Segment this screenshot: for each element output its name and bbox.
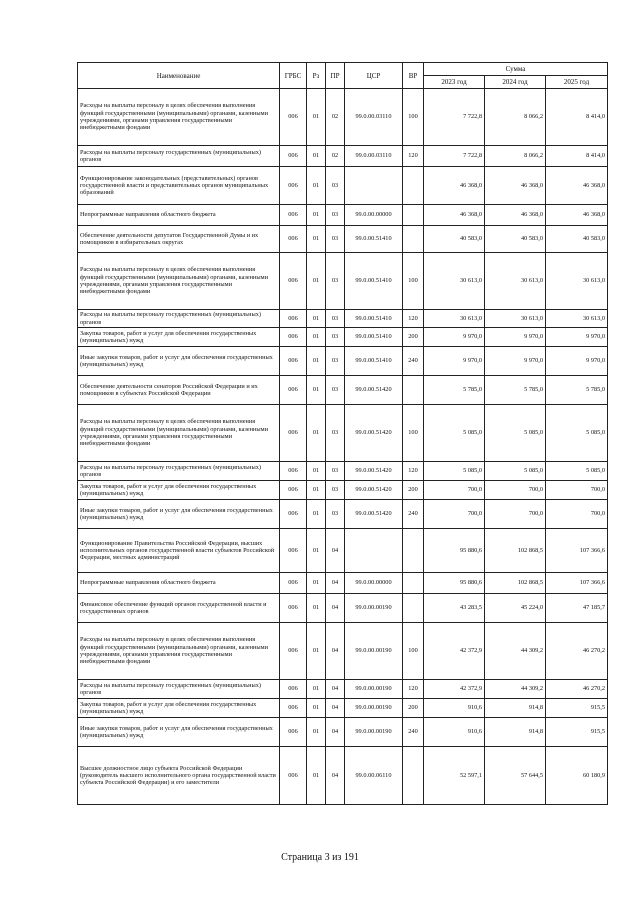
row-vr: 100 bbox=[403, 623, 424, 680]
row-rz: 01 bbox=[307, 623, 326, 680]
row-rz: 01 bbox=[307, 680, 326, 699]
row-name: Расходы на выплаты персоналу государственных (муниципальных) органов bbox=[78, 310, 280, 328]
row-grbs: 006 bbox=[280, 462, 307, 481]
row-amount-2023: 9 970,0 bbox=[424, 347, 485, 376]
row-name: Иные закупки товаров, работ и услуг для обеспечения государственных (муниципальных) нужд bbox=[78, 500, 280, 529]
table-row bbox=[78, 718, 608, 747]
row-name: Расходы на выплаты персоналу в целях обеспечения выполнения функций государственными (муниципальными) органами, казенными учреждениями, органами управления государственными внебюджетными фондами bbox=[78, 89, 280, 146]
row-amount-2023: 95 880,6 bbox=[424, 529, 485, 573]
row-pr: 03 bbox=[326, 500, 345, 529]
row-amount-2023: 43 283,5 bbox=[424, 594, 485, 623]
row-pr: 04 bbox=[326, 718, 345, 747]
row-amount-2025: 700,0 bbox=[546, 481, 608, 500]
row-vr: 240 bbox=[403, 718, 424, 747]
table-row bbox=[78, 226, 608, 253]
row-name: Расходы на выплаты персоналу в целях обеспечения выполнения функций государственными (муниципальными) органами, казенными учреждениями, органами управления государственными внебюджетными фондами bbox=[78, 253, 280, 310]
row-rz: 01 bbox=[307, 253, 326, 310]
row-csr: 99.0.00.00190 bbox=[345, 680, 403, 699]
row-csr: 99.0.00.03110 bbox=[345, 89, 403, 146]
header-sum: Сумма bbox=[424, 63, 608, 76]
row-pr: 03 bbox=[326, 405, 345, 462]
header-name: Наименование bbox=[78, 63, 280, 89]
row-name: Обеспечение деятельности депутатов Государственной Думы и их помощников в избирательных округах bbox=[78, 226, 280, 253]
row-pr: 03 bbox=[326, 328, 345, 347]
header-pr: ПР bbox=[326, 63, 345, 89]
row-grbs: 006 bbox=[280, 89, 307, 146]
row-rz: 01 bbox=[307, 529, 326, 573]
row-amount-2023: 42 372,9 bbox=[424, 680, 485, 699]
row-pr: 03 bbox=[326, 253, 345, 310]
row-pr: 03 bbox=[326, 167, 345, 205]
row-name: Обеспечение деятельности сенаторов Российской Федерации и их помощников в субъектах Российской Федерации bbox=[78, 376, 280, 405]
table-row bbox=[78, 347, 608, 376]
row-rz: 01 bbox=[307, 481, 326, 500]
row-rz: 01 bbox=[307, 226, 326, 253]
row-amount-2023: 700,0 bbox=[424, 500, 485, 529]
row-vr bbox=[403, 594, 424, 623]
table-row bbox=[78, 594, 608, 623]
row-csr: 99.0.00.06110 bbox=[345, 747, 403, 805]
page-number: Страница 3 из 191 bbox=[281, 852, 359, 863]
row-csr: 99.0.00.00000 bbox=[345, 573, 403, 594]
row-grbs: 006 bbox=[280, 253, 307, 310]
header-2024: 2024 год bbox=[485, 76, 546, 89]
row-amount-2024: 40 583,0 bbox=[485, 226, 546, 253]
row-csr: 99.0.00.51410 bbox=[345, 226, 403, 253]
row-csr: 99.0.00.00190 bbox=[345, 594, 403, 623]
row-rz: 01 bbox=[307, 347, 326, 376]
row-amount-2024: 102 868,5 bbox=[485, 529, 546, 573]
table-row bbox=[78, 310, 608, 328]
row-rz: 01 bbox=[307, 376, 326, 405]
row-amount-2024: 44 309,2 bbox=[485, 623, 546, 680]
row-vr: 200 bbox=[403, 328, 424, 347]
row-vr: 200 bbox=[403, 699, 424, 718]
row-amount-2024: 700,0 bbox=[485, 481, 546, 500]
row-grbs: 006 bbox=[280, 328, 307, 347]
row-amount-2025: 46 270,2 bbox=[546, 680, 608, 699]
table-row bbox=[78, 573, 608, 594]
row-name: Иные закупки товаров, работ и услуг для обеспечения государственных (муниципальных) нужд bbox=[78, 347, 280, 376]
row-csr: 99.0.00.00000 bbox=[345, 205, 403, 226]
row-name: Финансовое обеспечение функций органов государственной власти и государственных органов bbox=[78, 594, 280, 623]
row-name: Непрограммные направления областного бюджета bbox=[78, 573, 280, 594]
row-amount-2025: 46 368,0 bbox=[546, 167, 608, 205]
table-row bbox=[78, 376, 608, 405]
row-amount-2023: 910,6 bbox=[424, 718, 485, 747]
row-amount-2023: 7 722,8 bbox=[424, 89, 485, 146]
table-row bbox=[78, 481, 608, 500]
row-amount-2024: 5 785,0 bbox=[485, 376, 546, 405]
row-amount-2023: 5 085,0 bbox=[424, 405, 485, 462]
row-amount-2025: 9 970,0 bbox=[546, 328, 608, 347]
row-grbs: 006 bbox=[280, 405, 307, 462]
row-grbs: 006 bbox=[280, 718, 307, 747]
row-amount-2025: 30 613,0 bbox=[546, 253, 608, 310]
row-amount-2025: 46 270,2 bbox=[546, 623, 608, 680]
table-row bbox=[78, 500, 608, 529]
row-csr: 99.0.00.03110 bbox=[345, 146, 403, 167]
row-amount-2025: 47 185,7 bbox=[546, 594, 608, 623]
row-pr: 02 bbox=[326, 146, 345, 167]
row-vr bbox=[403, 226, 424, 253]
row-vr: 120 bbox=[403, 680, 424, 699]
row-amount-2025: 8 414,0 bbox=[546, 146, 608, 167]
row-name: Закупка товаров, работ и услуг для обеспечения государственных (муниципальных) нужд bbox=[78, 328, 280, 347]
row-grbs: 006 bbox=[280, 500, 307, 529]
row-rz: 01 bbox=[307, 328, 326, 347]
table-row bbox=[78, 328, 608, 347]
row-amount-2024: 30 613,0 bbox=[485, 310, 546, 328]
header-grbs: ГРБС bbox=[280, 63, 307, 89]
row-name: Закупка товаров, работ и услуг для обеспечения государственных (муниципальных) нужд bbox=[78, 481, 280, 500]
row-rz: 01 bbox=[307, 500, 326, 529]
row-amount-2023: 5 785,0 bbox=[424, 376, 485, 405]
row-csr: 99.0.00.51410 bbox=[345, 253, 403, 310]
row-pr: 04 bbox=[326, 623, 345, 680]
row-amount-2023: 46 368,0 bbox=[424, 167, 485, 205]
row-amount-2025: 915,5 bbox=[546, 718, 608, 747]
budget-table bbox=[77, 62, 608, 805]
row-rz: 01 bbox=[307, 405, 326, 462]
table-row bbox=[78, 146, 608, 167]
row-amount-2025: 700,0 bbox=[546, 500, 608, 529]
row-csr bbox=[345, 167, 403, 205]
row-pr: 03 bbox=[326, 205, 345, 226]
row-amount-2024: 45 224,0 bbox=[485, 594, 546, 623]
row-amount-2023: 5 085,0 bbox=[424, 462, 485, 481]
row-amount-2025: 107 366,6 bbox=[546, 529, 608, 573]
row-rz: 01 bbox=[307, 747, 326, 805]
row-name: Расходы на выплаты персоналу государственных (муниципальных) органов bbox=[78, 462, 280, 481]
row-vr bbox=[403, 167, 424, 205]
row-amount-2024: 8 066,2 bbox=[485, 146, 546, 167]
row-grbs: 006 bbox=[280, 680, 307, 699]
row-pr: 04 bbox=[326, 594, 345, 623]
row-amount-2023: 46 368,0 bbox=[424, 205, 485, 226]
table-row bbox=[78, 699, 608, 718]
row-amount-2025: 60 180,9 bbox=[546, 747, 608, 805]
row-amount-2024: 9 970,0 bbox=[485, 347, 546, 376]
header-csr: ЦСР bbox=[345, 63, 403, 89]
table-row bbox=[78, 405, 608, 462]
row-csr: 99.0.00.00190 bbox=[345, 699, 403, 718]
row-amount-2024: 30 613,0 bbox=[485, 253, 546, 310]
row-grbs: 006 bbox=[280, 226, 307, 253]
row-grbs: 006 bbox=[280, 594, 307, 623]
row-rz: 01 bbox=[307, 462, 326, 481]
row-csr bbox=[345, 529, 403, 573]
row-csr: 99.0.00.51410 bbox=[345, 310, 403, 328]
row-rz: 01 bbox=[307, 167, 326, 205]
row-amount-2023: 40 583,0 bbox=[424, 226, 485, 253]
row-vr: 100 bbox=[403, 253, 424, 310]
row-csr: 99.0.00.51420 bbox=[345, 481, 403, 500]
row-amount-2025: 5 785,0 bbox=[546, 376, 608, 405]
row-rz: 01 bbox=[307, 594, 326, 623]
row-amount-2025: 40 583,0 bbox=[546, 226, 608, 253]
row-csr: 99.0.00.00190 bbox=[345, 623, 403, 680]
row-vr: 100 bbox=[403, 89, 424, 146]
row-amount-2024: 914,8 bbox=[485, 718, 546, 747]
row-pr: 04 bbox=[326, 573, 345, 594]
row-rz: 01 bbox=[307, 89, 326, 146]
row-vr: 100 bbox=[403, 405, 424, 462]
row-amount-2024: 914,8 bbox=[485, 699, 546, 718]
table-body bbox=[78, 89, 608, 805]
row-amount-2023: 30 613,0 bbox=[424, 310, 485, 328]
row-pr: 04 bbox=[326, 680, 345, 699]
row-grbs: 006 bbox=[280, 205, 307, 226]
row-rz: 01 bbox=[307, 573, 326, 594]
row-grbs: 006 bbox=[280, 146, 307, 167]
table-row bbox=[78, 623, 608, 680]
row-name: Расходы на выплаты персоналу в целях обеспечения выполнения функций государственными (муниципальными) органами, казенными учреждениями, органами управления государственными внебюджетными фондами bbox=[78, 405, 280, 462]
row-name: Непрограммные направления областного бюджета bbox=[78, 205, 280, 226]
row-rz: 01 bbox=[307, 205, 326, 226]
row-name: Расходы на выплаты персоналу в целях обеспечения выполнения функций государственными (муниципальными) органами, казенными учреждениями, органами управления государственными внебюджетными фондами bbox=[78, 623, 280, 680]
row-csr: 99.0.00.51420 bbox=[345, 405, 403, 462]
row-csr: 99.0.00.51420 bbox=[345, 376, 403, 405]
row-amount-2025: 9 970,0 bbox=[546, 347, 608, 376]
table-row bbox=[78, 205, 608, 226]
row-vr bbox=[403, 376, 424, 405]
row-amount-2023: 7 722,8 bbox=[424, 146, 485, 167]
row-pr: 03 bbox=[326, 310, 345, 328]
row-amount-2024: 5 085,0 bbox=[485, 462, 546, 481]
row-vr: 120 bbox=[403, 310, 424, 328]
row-amount-2024: 5 085,0 bbox=[485, 405, 546, 462]
row-amount-2023: 700,0 bbox=[424, 481, 485, 500]
header-rz: Рз bbox=[307, 63, 326, 89]
row-vr: 240 bbox=[403, 347, 424, 376]
row-vr bbox=[403, 529, 424, 573]
table-row bbox=[78, 680, 608, 699]
row-amount-2025: 5 085,0 bbox=[546, 405, 608, 462]
row-csr: 99.0.00.51410 bbox=[345, 328, 403, 347]
row-csr: 99.0.00.51420 bbox=[345, 462, 403, 481]
row-vr: 200 bbox=[403, 481, 424, 500]
row-amount-2024: 700,0 bbox=[485, 500, 546, 529]
table-row bbox=[78, 167, 608, 205]
table-row bbox=[78, 89, 608, 146]
row-amount-2023: 95 880,6 bbox=[424, 573, 485, 594]
row-grbs: 006 bbox=[280, 699, 307, 718]
row-pr: 03 bbox=[326, 347, 345, 376]
row-grbs: 006 bbox=[280, 347, 307, 376]
row-pr: 04 bbox=[326, 747, 345, 805]
row-grbs: 006 bbox=[280, 310, 307, 328]
row-name: Расходы на выплаты персоналу государственных (муниципальных) органов bbox=[78, 680, 280, 699]
row-csr: 99.0.00.00190 bbox=[345, 718, 403, 747]
row-vr: 120 bbox=[403, 146, 424, 167]
row-amount-2025: 8 414,0 bbox=[546, 89, 608, 146]
row-amount-2024: 102 868,5 bbox=[485, 573, 546, 594]
row-amount-2023: 9 970,0 bbox=[424, 328, 485, 347]
row-grbs: 006 bbox=[280, 747, 307, 805]
row-pr: 04 bbox=[326, 699, 345, 718]
row-amount-2025: 915,5 bbox=[546, 699, 608, 718]
row-vr bbox=[403, 573, 424, 594]
row-amount-2025: 107 366,6 bbox=[546, 573, 608, 594]
row-pr: 03 bbox=[326, 376, 345, 405]
row-amount-2025: 5 085,0 bbox=[546, 462, 608, 481]
row-rz: 01 bbox=[307, 310, 326, 328]
table-row bbox=[78, 462, 608, 481]
row-grbs: 006 bbox=[280, 167, 307, 205]
row-name: Высшее должностное лицо субъекта Российской Федерации (руководитель высшего исполнительного органа государственной власти субъекта Российской Федерации) и его заместители bbox=[78, 747, 280, 805]
header-vr: ВР bbox=[403, 63, 424, 89]
row-pr: 03 bbox=[326, 481, 345, 500]
row-rz: 01 bbox=[307, 718, 326, 747]
row-grbs: 006 bbox=[280, 573, 307, 594]
row-amount-2023: 52 597,1 bbox=[424, 747, 485, 805]
header-2025: 2025 год bbox=[546, 76, 608, 89]
row-vr: 120 bbox=[403, 462, 424, 481]
table-row bbox=[78, 529, 608, 573]
row-name: Закупка товаров, работ и услуг для обеспечения государственных (муниципальных) нужд bbox=[78, 699, 280, 718]
row-amount-2024: 46 368,0 bbox=[485, 205, 546, 226]
row-csr: 99.0.00.51410 bbox=[345, 347, 403, 376]
row-amount-2024: 46 368,0 bbox=[485, 167, 546, 205]
row-rz: 01 bbox=[307, 146, 326, 167]
table-row bbox=[78, 253, 608, 310]
row-pr: 03 bbox=[326, 226, 345, 253]
row-amount-2024: 44 309,2 bbox=[485, 680, 546, 699]
row-name: Функционирование законодательных (представительных) органов государственной власти и представительных органов муниципальных образований bbox=[78, 167, 280, 205]
row-csr: 99.0.00.51420 bbox=[345, 500, 403, 529]
row-name: Функционирование Правительства Российской Федерации, высших исполнительных органов государственной власти субъектов Российской Федерации, местных администраций bbox=[78, 529, 280, 573]
header-2023: 2023 год bbox=[424, 76, 485, 89]
row-amount-2024: 8 066,2 bbox=[485, 89, 546, 146]
row-grbs: 006 bbox=[280, 376, 307, 405]
row-amount-2025: 30 613,0 bbox=[546, 310, 608, 328]
row-vr bbox=[403, 747, 424, 805]
row-name: Иные закупки товаров, работ и услуг для обеспечения государственных (муниципальных) нужд bbox=[78, 718, 280, 747]
row-pr: 02 bbox=[326, 89, 345, 146]
row-vr: 240 bbox=[403, 500, 424, 529]
row-amount-2024: 9 970,0 bbox=[485, 328, 546, 347]
row-rz: 01 bbox=[307, 699, 326, 718]
row-pr: 04 bbox=[326, 529, 345, 573]
row-grbs: 006 bbox=[280, 623, 307, 680]
row-amount-2024: 57 644,5 bbox=[485, 747, 546, 805]
row-amount-2023: 42 372,9 bbox=[424, 623, 485, 680]
row-pr: 03 bbox=[326, 462, 345, 481]
row-grbs: 006 bbox=[280, 529, 307, 573]
row-vr bbox=[403, 205, 424, 226]
row-amount-2025: 46 368,0 bbox=[546, 205, 608, 226]
row-amount-2023: 30 613,0 bbox=[424, 253, 485, 310]
row-grbs: 006 bbox=[280, 481, 307, 500]
row-name: Расходы на выплаты персоналу государственных (муниципальных) органов bbox=[78, 146, 280, 167]
row-amount-2023: 910,6 bbox=[424, 699, 485, 718]
table-row bbox=[78, 747, 608, 805]
